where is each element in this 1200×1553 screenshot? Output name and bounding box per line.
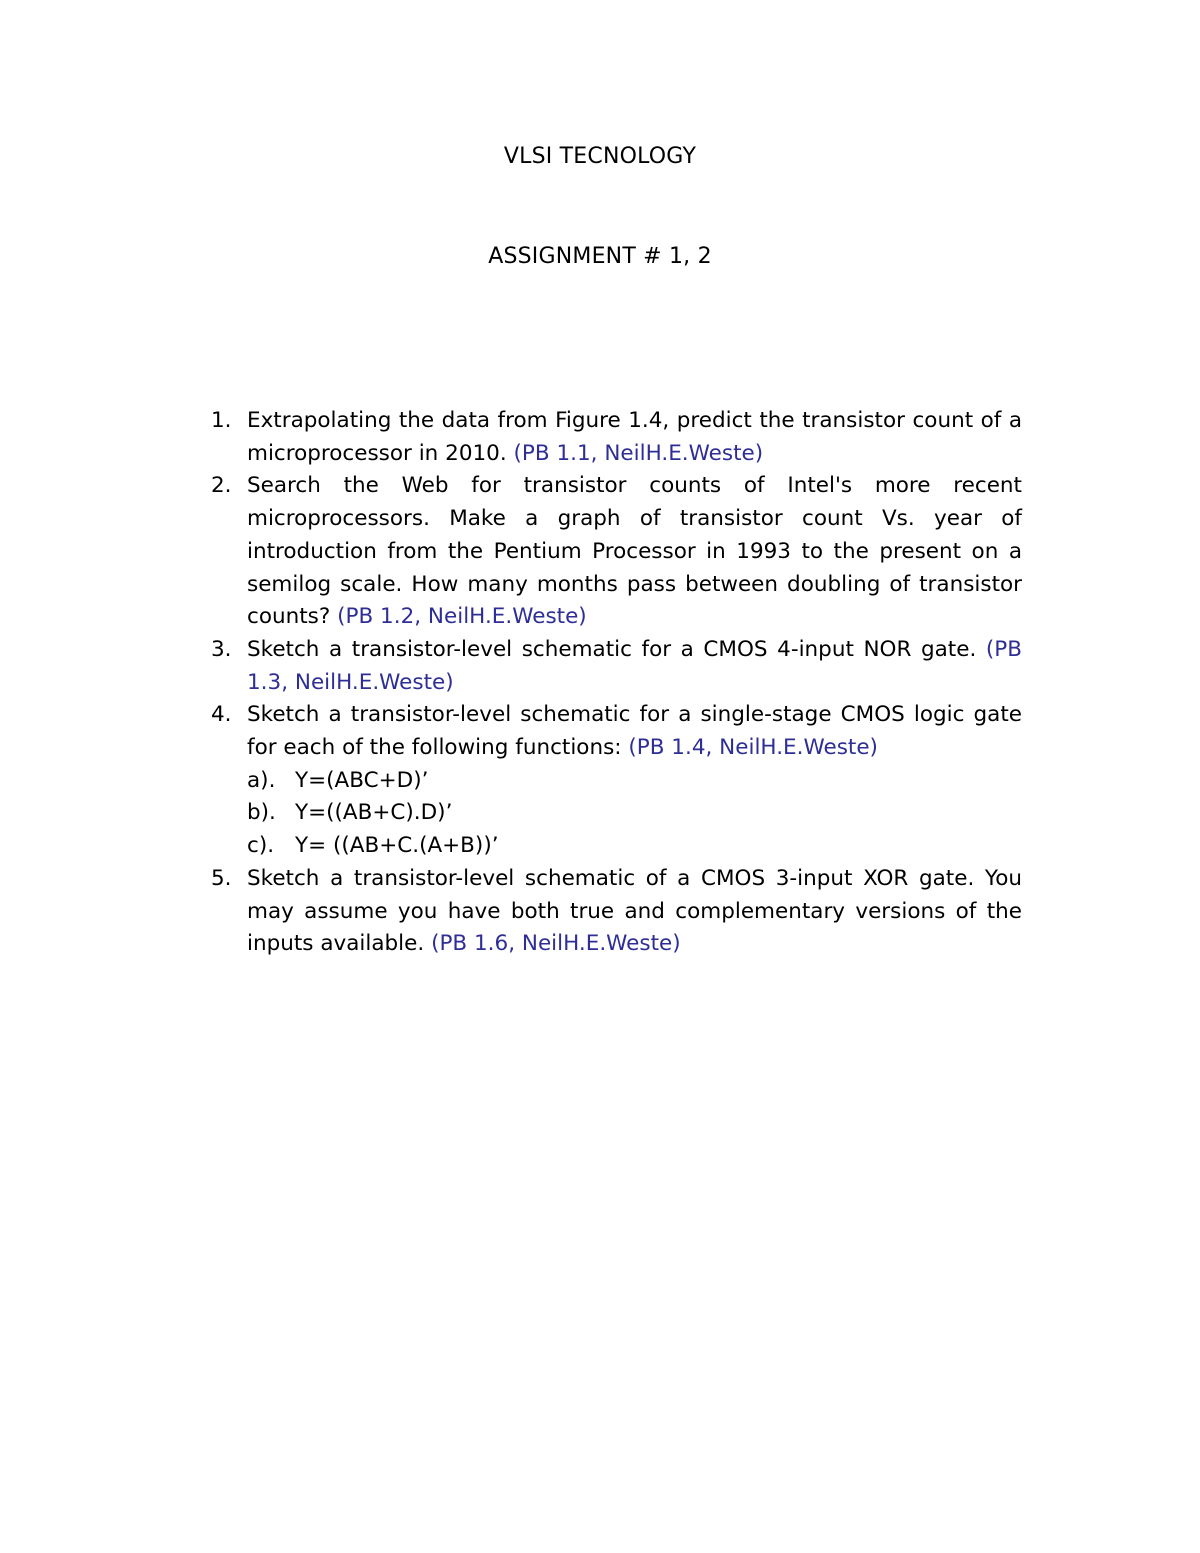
function-item-c — [247, 830, 1022, 863]
question-item-4 — [204, 699, 1022, 863]
function-label: a). — [247, 767, 276, 793]
function-item-a — [247, 765, 1022, 798]
function-label: b). — [247, 800, 276, 826]
question-number: 1. — [211, 408, 232, 433]
function-label: c). — [247, 833, 275, 859]
question-reference: (PB 1.3, NeilH.E.Weste) — [247, 636, 1022, 695]
question-reference: (PB 1.6, NeilH.E.Weste) — [431, 931, 681, 957]
question-reference: (PB 1.4, NeilH.E.Weste) — [628, 735, 878, 761]
function-item-b — [247, 797, 1022, 830]
question-list — [204, 405, 1022, 961]
question-number: 3. — [211, 636, 232, 662]
question-number: 5. — [211, 865, 232, 891]
document-title: VLSI TECNOLOGY — [503, 144, 697, 169]
function-list — [247, 765, 1022, 863]
question-text: Sketch a transistor-level schematic for a CMOS 4-input NOR gate. — [247, 636, 977, 662]
question-text: Sketch a transistor-level schematic for a single-stage CMOS logic gate for each of the following functions: — [247, 702, 1022, 761]
question-item-2 — [204, 470, 1022, 634]
assignment-heading: ASSIGNMENT # 1, 2 — [488, 244, 712, 269]
question-item-5 — [204, 863, 1022, 961]
function-expression: Y=(ABC+D)’ — [295, 767, 429, 793]
question-reference: (PB 1.2, NeilH.E.Weste) — [337, 604, 587, 630]
question-number: 4. — [211, 702, 232, 728]
question-text: Extrapolating the data from Figure 1.4, predict the transistor count of a microprocessor in 2010. — [247, 408, 1022, 466]
question-number: 2. — [211, 473, 232, 499]
function-expression: Y= ((AB+C.(A+B))’ — [295, 833, 499, 859]
function-expression: Y=((AB+C).D)’ — [295, 800, 453, 826]
question-item-3 — [204, 634, 1022, 699]
question-text: Search the Web for transistor counts of Intel's more recent microprocessors. Make a graph of transistor count Vs. year of introduction from the Pentium Processor in 1993 to the present on a semilog scale. How many months pass between doubling of transistor counts? — [247, 473, 1022, 630]
question-reference: (PB 1.1, NeilH.E.Weste) — [513, 440, 764, 466]
question-text: Sketch a transistor-level schematic of a CMOS 3-input XOR gate. You may assume you have both true and complementary versions of the inputs available. — [247, 865, 1022, 957]
question-item-1 — [204, 405, 1022, 470]
